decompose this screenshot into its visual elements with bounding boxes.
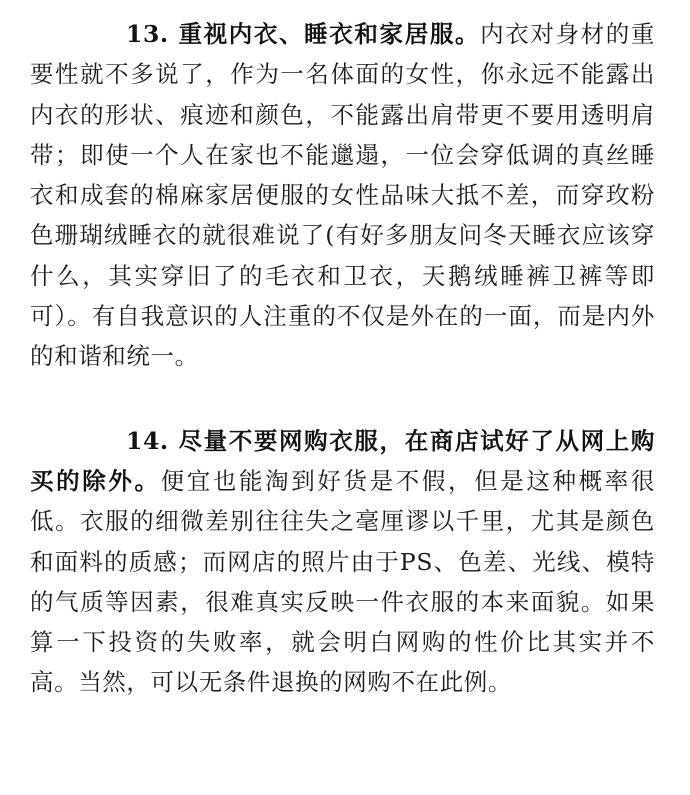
paragraph-14 — [30, 421, 655, 703]
heading-13: 13. 重视内衣、睡衣和家居服。 — [126, 20, 481, 48]
paragraph-13 — [30, 14, 655, 377]
body-13: 内衣对身材的重要性就不多说了，作为一名体面的女性，你永远不能露出内衣的形状、痕迹和颜色，不能露出肩带更不要用透明肩带；即使一个人在家也不能邋遢，一位会穿低调的真丝睡衣和成套的棉麻家居便服的女性品味大抵不差，而穿玫粉色珊瑚绒睡衣的就很难说了(有好多朋友问冬天睡衣应该穿什么，其实穿旧了的毛衣和卫衣，天鹅绒睡裤卫裤等即可）。有自我意识的人注重的不仅是外在的一面，而是内外的和谐和统一。 — [30, 20, 655, 371]
document-page — [30, 14, 655, 703]
heading-14: 14. 尽量不要网购衣服，在商店试好了从网上购买的除外。 — [30, 426, 655, 495]
body-14: 便宜也能淘到好货是不假，但是这种概率很低。衣服的细微差别往往失之毫厘谬以千里，尤其是颜色和面料的质感；而网店的照片由于PS、色差、光线、模特的气质等因素，很难真实反映一件衣服的本来面貌。如果算一下投资的失败率，就会明白网购的性价比其实并不高。当然，可以无条件退换的网购不在此例。 — [30, 466, 656, 697]
